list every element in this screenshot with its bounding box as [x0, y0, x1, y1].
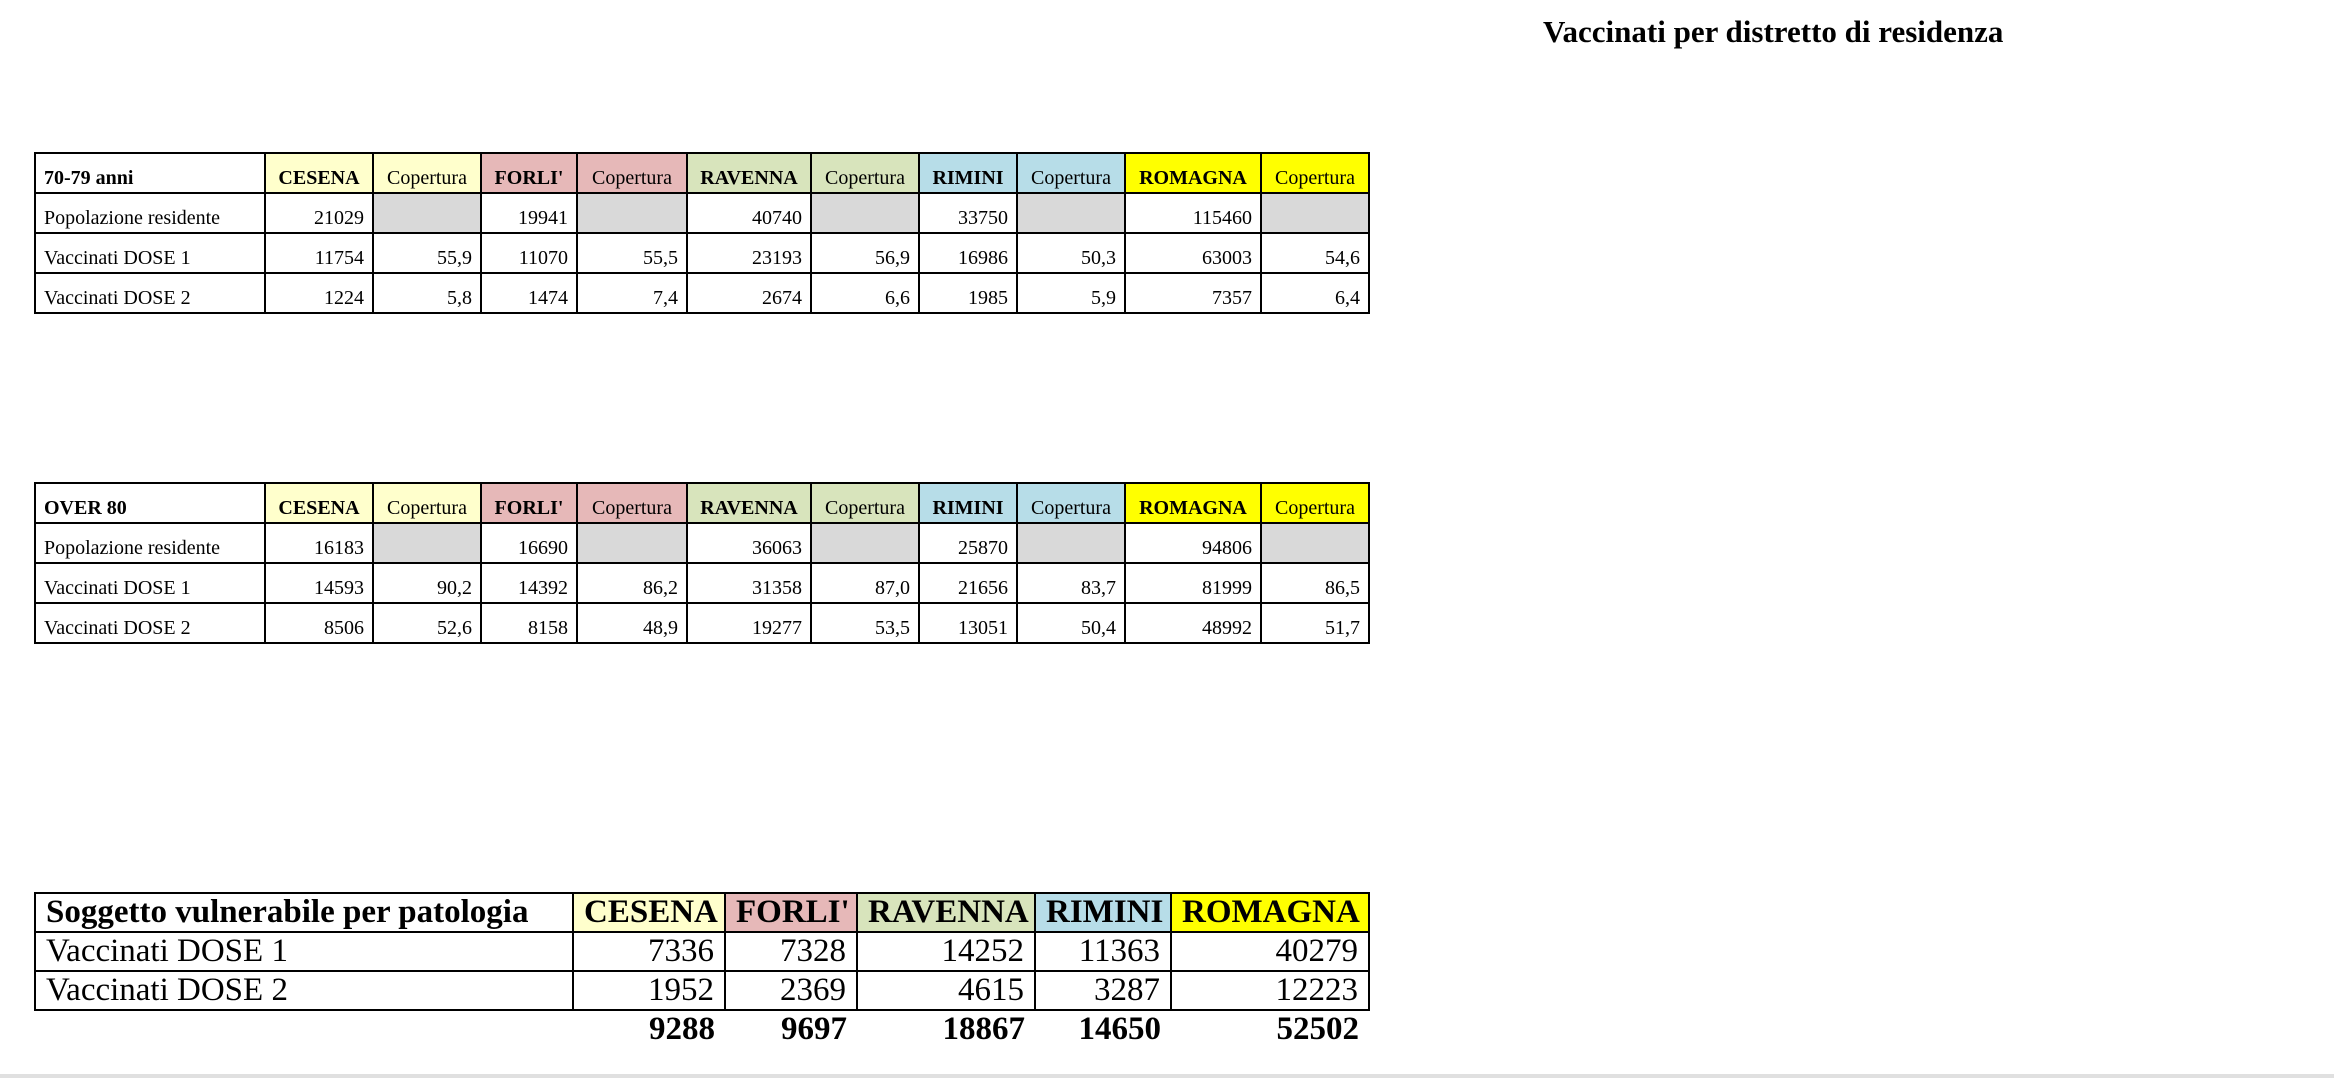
header-romagna-coverage: Copertura: [1261, 153, 1369, 193]
cell-forli: 7328: [725, 932, 857, 971]
cell-forli-coverage: 7,4: [577, 273, 687, 313]
header-cesena-coverage: Copertura: [373, 153, 481, 193]
header-ravenna: RAVENNA: [687, 483, 811, 523]
cell-forli: 16690: [481, 523, 577, 563]
header-rimini-coverage: Copertura: [1017, 483, 1125, 523]
header-forli: FORLI': [481, 483, 577, 523]
table-row: [35, 603, 1369, 643]
cell-ravenna-coverage: 87,0: [811, 563, 919, 603]
cell-forli: 1474: [481, 273, 577, 313]
table-row: [35, 523, 1369, 563]
cell-romagna-coverage: 51,7: [1261, 603, 1369, 643]
cell-ravenna-coverage: [811, 523, 919, 563]
cell-cesena: 16183: [265, 523, 373, 563]
cell-rimini: 1985: [919, 273, 1017, 313]
cell-ravenna-coverage: 56,9: [811, 233, 919, 273]
header-rimini: RIMINI: [919, 153, 1017, 193]
cell-forli-coverage: 55,5: [577, 233, 687, 273]
table-row: [35, 932, 1369, 971]
cell-romagna: 12223: [1171, 971, 1369, 1010]
header-romagna-coverage: Copertura: [1261, 483, 1369, 523]
cell-rimini-coverage: 83,7: [1017, 563, 1125, 603]
cell-romagna: 63003: [1125, 233, 1261, 273]
totals-row: [35, 1010, 1369, 1048]
header-cesena: CESENA: [573, 893, 725, 932]
row-label: Vaccinati DOSE 1: [35, 932, 573, 971]
table-header-row: [35, 483, 1369, 523]
table-row: [35, 971, 1369, 1010]
cell-cesena: 1224: [265, 273, 373, 313]
totals-empty-cell: [35, 1010, 573, 1048]
header-rimini: RIMINI: [919, 483, 1017, 523]
table-header-row: [35, 153, 1369, 193]
cell-cesena: 14593: [265, 563, 373, 603]
header-ravenna: RAVENNA: [687, 153, 811, 193]
cell-forli: 11070: [481, 233, 577, 273]
cell-rimini: 33750: [919, 193, 1017, 233]
table-header-row: [35, 893, 1369, 932]
cell-forli-coverage: [577, 523, 687, 563]
cell-cesena-coverage: [373, 523, 481, 563]
cell-cesena: 11754: [265, 233, 373, 273]
cell-forli-coverage: 86,2: [577, 563, 687, 603]
cell-cesena: 1952: [573, 971, 725, 1010]
age-group-label: OVER 80: [35, 483, 265, 523]
cell-ravenna: 36063: [687, 523, 811, 563]
cell-ravenna: 23193: [687, 233, 811, 273]
header-cesena-coverage: Copertura: [373, 483, 481, 523]
cell-romagna-coverage: [1261, 193, 1369, 233]
cell-romagna-coverage: 86,5: [1261, 563, 1369, 603]
cell-forli: 19941: [481, 193, 577, 233]
cell-ravenna-coverage: 53,5: [811, 603, 919, 643]
cell-romagna: 7357: [1125, 273, 1261, 313]
cell-rimini-coverage: 50,4: [1017, 603, 1125, 643]
cell-ravenna: 19277: [687, 603, 811, 643]
cell-rimini: 13051: [919, 603, 1017, 643]
cell-ravenna: 2674: [687, 273, 811, 313]
cell-rimini: 21656: [919, 563, 1017, 603]
cell-romagna-coverage: [1261, 523, 1369, 563]
category-label: Soggetto vulnerabile per patologia: [35, 893, 573, 932]
cell-rimini-coverage: [1017, 523, 1125, 563]
header-forli-coverage: Copertura: [577, 153, 687, 193]
header-ravenna: RAVENNA: [857, 893, 1035, 932]
cell-ravenna-coverage: 6,6: [811, 273, 919, 313]
cell-rimini-coverage: 50,3: [1017, 233, 1125, 273]
cell-cesena-coverage: 52,6: [373, 603, 481, 643]
table-row: [35, 193, 1369, 233]
row-label: Popolazione residente: [35, 193, 265, 233]
cell-cesena-coverage: 90,2: [373, 563, 481, 603]
table-row: [35, 233, 1369, 273]
age-group-label: 70-79 anni: [35, 153, 265, 193]
total-forli: 9697: [781, 1011, 847, 1047]
table-row: [35, 273, 1369, 313]
cell-romagna: 48992: [1125, 603, 1261, 643]
cell-rimini-coverage: [1017, 193, 1125, 233]
cell-cesena-coverage: [373, 193, 481, 233]
total-cesena: 9288: [649, 1011, 715, 1047]
header-rimini: RIMINI: [1035, 893, 1171, 932]
cell-forli: 14392: [481, 563, 577, 603]
header-cesena: CESENA: [265, 153, 373, 193]
header-cesena: CESENA: [265, 483, 373, 523]
page-title: Vaccinati per distretto di residenza: [1543, 14, 2004, 49]
cell-forli: 2369: [725, 971, 857, 1010]
total-romagna: 52502: [1276, 1011, 1359, 1047]
cell-ravenna: 14252: [857, 932, 1035, 971]
cell-rimini: 11363: [1035, 932, 1171, 971]
cell-rimini: 16986: [919, 233, 1017, 273]
cell-romagna: 115460: [1125, 193, 1261, 233]
cell-romagna: 40279: [1171, 932, 1369, 971]
cell-ravenna: 40740: [687, 193, 811, 233]
row-label: Vaccinati DOSE 2: [35, 971, 573, 1010]
cell-rimini: 3287: [1035, 971, 1171, 1010]
total-rimini: 14650: [1078, 1011, 1161, 1047]
cell-romagna-coverage: 54,6: [1261, 233, 1369, 273]
row-label: Vaccinati DOSE 1: [35, 233, 265, 273]
cell-cesena: 21029: [265, 193, 373, 233]
cell-forli-coverage: [577, 193, 687, 233]
table-over-80: [34, 482, 1370, 644]
cell-romagna-coverage: 6,4: [1261, 273, 1369, 313]
page-bottom-divider: [0, 1074, 2334, 1078]
cell-ravenna: 31358: [687, 563, 811, 603]
cell-rimini-coverage: 5,9: [1017, 273, 1125, 313]
header-rimini-coverage: Copertura: [1017, 153, 1125, 193]
row-label: Vaccinati DOSE 2: [35, 603, 265, 643]
header-ravenna-coverage: Copertura: [811, 153, 919, 193]
row-label: Popolazione residente: [35, 523, 265, 563]
cell-cesena-coverage: 55,9: [373, 233, 481, 273]
header-romagna: ROMAGNA: [1125, 153, 1261, 193]
header-romagna: ROMAGNA: [1125, 483, 1261, 523]
header-romagna: ROMAGNA: [1171, 893, 1369, 932]
cell-ravenna: 4615: [857, 971, 1035, 1010]
cell-cesena-coverage: 5,8: [373, 273, 481, 313]
cell-cesena: 8506: [265, 603, 373, 643]
cell-romagna: 81999: [1125, 563, 1261, 603]
cell-forli-coverage: 48,9: [577, 603, 687, 643]
header-forli-coverage: Copertura: [577, 483, 687, 523]
row-label: Vaccinati DOSE 2: [35, 273, 265, 313]
cell-cesena: 7336: [573, 932, 725, 971]
cell-rimini: 25870: [919, 523, 1017, 563]
cell-ravenna-coverage: [811, 193, 919, 233]
header-ravenna-coverage: Copertura: [811, 483, 919, 523]
cell-forli: 8158: [481, 603, 577, 643]
total-ravenna: 18867: [942, 1011, 1025, 1047]
table-70-79: [34, 152, 1370, 314]
table-row: [35, 563, 1369, 603]
row-label: Vaccinati DOSE 1: [35, 563, 265, 603]
header-forli: FORLI': [481, 153, 577, 193]
table-vulnerable: [34, 892, 1370, 1048]
cell-romagna: 94806: [1125, 523, 1261, 563]
header-forli: FORLI': [725, 893, 857, 932]
